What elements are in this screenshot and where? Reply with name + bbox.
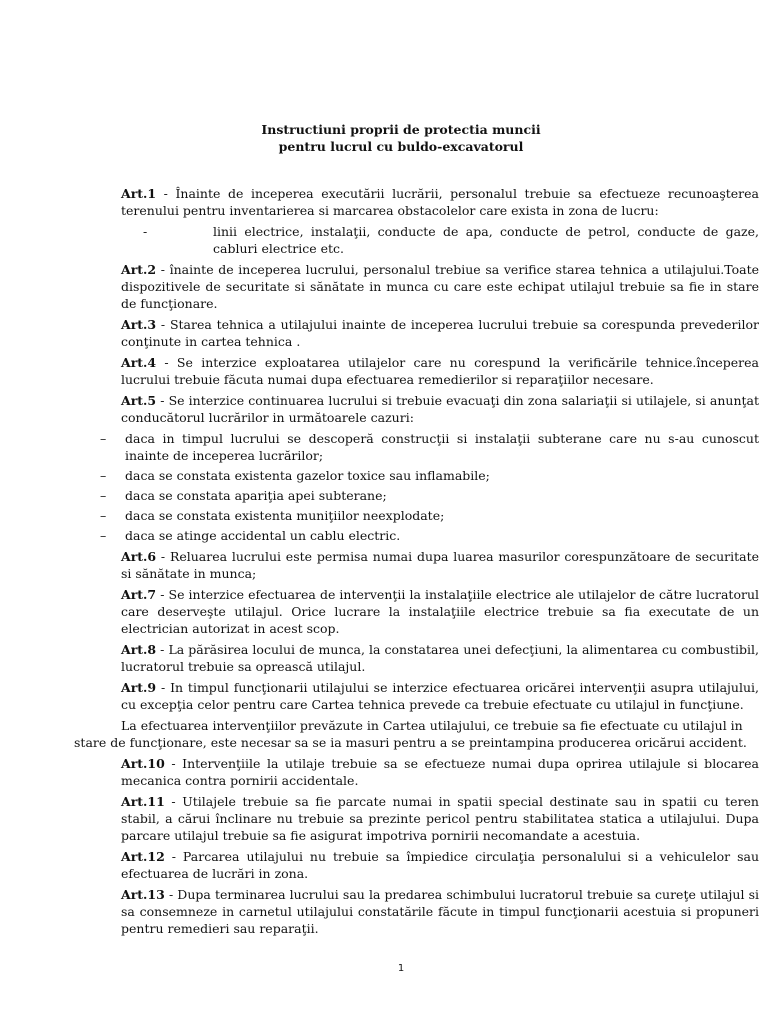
dash-marker: –: [100, 488, 107, 503]
article-8-label: Art.8: [121, 642, 157, 657]
document-title: [0, 121, 768, 155]
article-6-label: Art.6: [121, 549, 157, 564]
page-number: 1: [397, 963, 405, 974]
article-11-text: - Utilajele trebuie sa fie parcate numai in spatii special destinate sau in spatii cu teren stabil, a cărui înclinare nu trebuie sa prezinte pericol pentru stabilitatea statica a utilajului. Dupa parcare utilajul trebuie sa fie asigurat impotriva pornirii necomandate a acestuia.: [121, 794, 759, 843]
dash-marker: –: [100, 468, 107, 483]
article-7: [121, 586, 759, 637]
article-12-text: - Parcarea utilajului nu trebuie sa împiedice circulaţia personalului si a vehiculelor sau efectuarea de lucrări in zona.: [121, 849, 759, 881]
article-3-label: Art.3: [121, 317, 157, 332]
dash-marker: -: [143, 224, 148, 239]
article-8: [121, 641, 759, 675]
article-5-text: - Se interzice continuarea lucrului si trebuie evacuaţi din zona salariaţii si utilajele, si anunţat conducătorul lucrărilor in următoarele cazuri:: [121, 393, 759, 425]
article-10: [121, 755, 759, 789]
article-1: [121, 185, 759, 219]
list-item-text: daca se constata existenta gazelor toxice sau inflamabile;: [125, 468, 490, 483]
article-6: [121, 548, 759, 582]
article-11: [121, 793, 759, 844]
article-13-text: - Dupa terminarea lucrului sau la predarea schimbului lucratorul trebuie sa cureţe utilajul si sa consemneze in carnetul utilajului constatările făcute in timpul funcţionarii acestuia si propuneri pentru remedieri sau reparaţii.: [121, 887, 759, 936]
dash-marker: –: [100, 431, 107, 446]
article-4-label: Art.4: [121, 355, 157, 370]
list-item-text: daca se atinge accidental un cablu electric.: [125, 528, 401, 543]
article-13-label: Art.13: [121, 887, 165, 902]
article-1-label: Art.1: [121, 186, 157, 201]
article-12-label: Art.12: [121, 849, 165, 864]
continuation-first-line: La efectuarea intervenţiilor prevăzute in Cartea utilajului, ce trebuie sa fie efectuate cu utilajul in: [121, 718, 743, 733]
list-item-text: daca in timpul lucrului se descoperă construcţii si instalaţii subterane care nu s-au cunoscut inainte de inceperea lucrărilor;: [125, 431, 759, 463]
article-6-text: - Reluarea lucrului este permisa numai dupa luarea masurilor corespunzătoare de securitate si sănătate in munca;: [121, 549, 759, 581]
article-11-label: Art.11: [121, 794, 165, 809]
article-13: [121, 886, 759, 937]
article-2-label: Art.2: [121, 262, 157, 277]
article-3: [121, 316, 759, 350]
article-4-text: - Se interzice exploatarea utilajelor care nu corespund la verificările tehnice.începerea lucrului trebuie făcuta numai dupa efectuarea remedierilor si reparaţiilor necesare.: [121, 355, 759, 387]
document-body: [74, 185, 759, 941]
article-9-continuation: [74, 717, 759, 751]
article-7-label: Art.7: [121, 587, 157, 602]
list-item: [100, 507, 759, 524]
list-item: [100, 467, 759, 484]
dash-marker: –: [100, 528, 107, 543]
list-item: [100, 487, 759, 504]
list-item-text: daca se constata apariţia apei subterane;: [125, 488, 387, 503]
list-item: [100, 430, 759, 464]
article-8-text: - La părăsirea locului de munca, la constatarea unei defecţiuni, la alimentarea cu combustibil, lucratorul trebuie sa oprească utilajul.: [121, 642, 759, 674]
article-7-text: - Se interzice efectuarea de intervenţii la instalaţiile electrice ale utilajelor de către lucratorul care deserveşte utilajul. Orice lucrare la instalaţiile electrice trebuie sa fia executate de un electrician autorizat in acest scop.: [121, 587, 759, 636]
article-5-list: [100, 430, 759, 544]
article-3-text: - Starea tehnica a utilajului inainte de inceperea lucrului trebuie sa corespunda prevederilor conţinute in cartea tehnica .: [121, 317, 759, 349]
article-1-item-text: linii electrice, instalaţii, conducte de apa, conducte de petrol, conducte de gaze, cabluri electrice etc.: [213, 224, 759, 256]
article-10-label: Art.10: [121, 756, 165, 771]
title-line-2: pentru lucrul cu buldo-excavatorul: [278, 139, 524, 154]
article-12: [121, 848, 759, 882]
article-1-text: - Înainte de inceperea executării lucrării, personalul trebuie sa efectueze recunoaşterea terenului pentru inventarierea si marcarea obstacolelor care exista in zona de lucru:: [121, 186, 759, 218]
list-item-text: daca se constata existenta muniţiilor neexplodate;: [125, 508, 445, 523]
article-5: [121, 392, 759, 426]
article-5-label: Art.5: [121, 393, 157, 408]
article-10-text: - Intervenţiile la utilaje trebuie sa se efectueze numai dupa oprirea utilajule si blocarea mecanica contra pornirii accidentale.: [121, 756, 759, 788]
article-9: [121, 679, 759, 713]
article-1-list-item: [121, 223, 759, 257]
title-line-1: Instructiuni proprii de protectia muncii: [261, 122, 541, 137]
article-2-text: - înainte de inceperea lucrului, personalul trebiue sa verifice starea tehnica a utilajului.Toate dispozitivele de securitate si sănătate in munca cu care este echipat utilajul trebuie sa fie in stare de funcţionare.: [121, 262, 759, 311]
list-item: [100, 527, 759, 544]
article-9-label: Art.9: [121, 680, 157, 695]
dash-marker: –: [100, 508, 107, 523]
article-9-text: - In timpul funcţionarii utilajului se interzice efectuarea oricărei intervenţii asupra utilajului, cu excepţia celor pentru care Cartea tehnica prevede ca trebuie efectuate cu utilajul in funcţiune.: [121, 680, 759, 712]
continuation-rest: stare de funcţionare, este necesar sa se ia masuri pentru a se preintampina producerea oricărui accident.: [74, 735, 747, 750]
article-2: [121, 261, 759, 312]
article-4: [121, 354, 759, 388]
